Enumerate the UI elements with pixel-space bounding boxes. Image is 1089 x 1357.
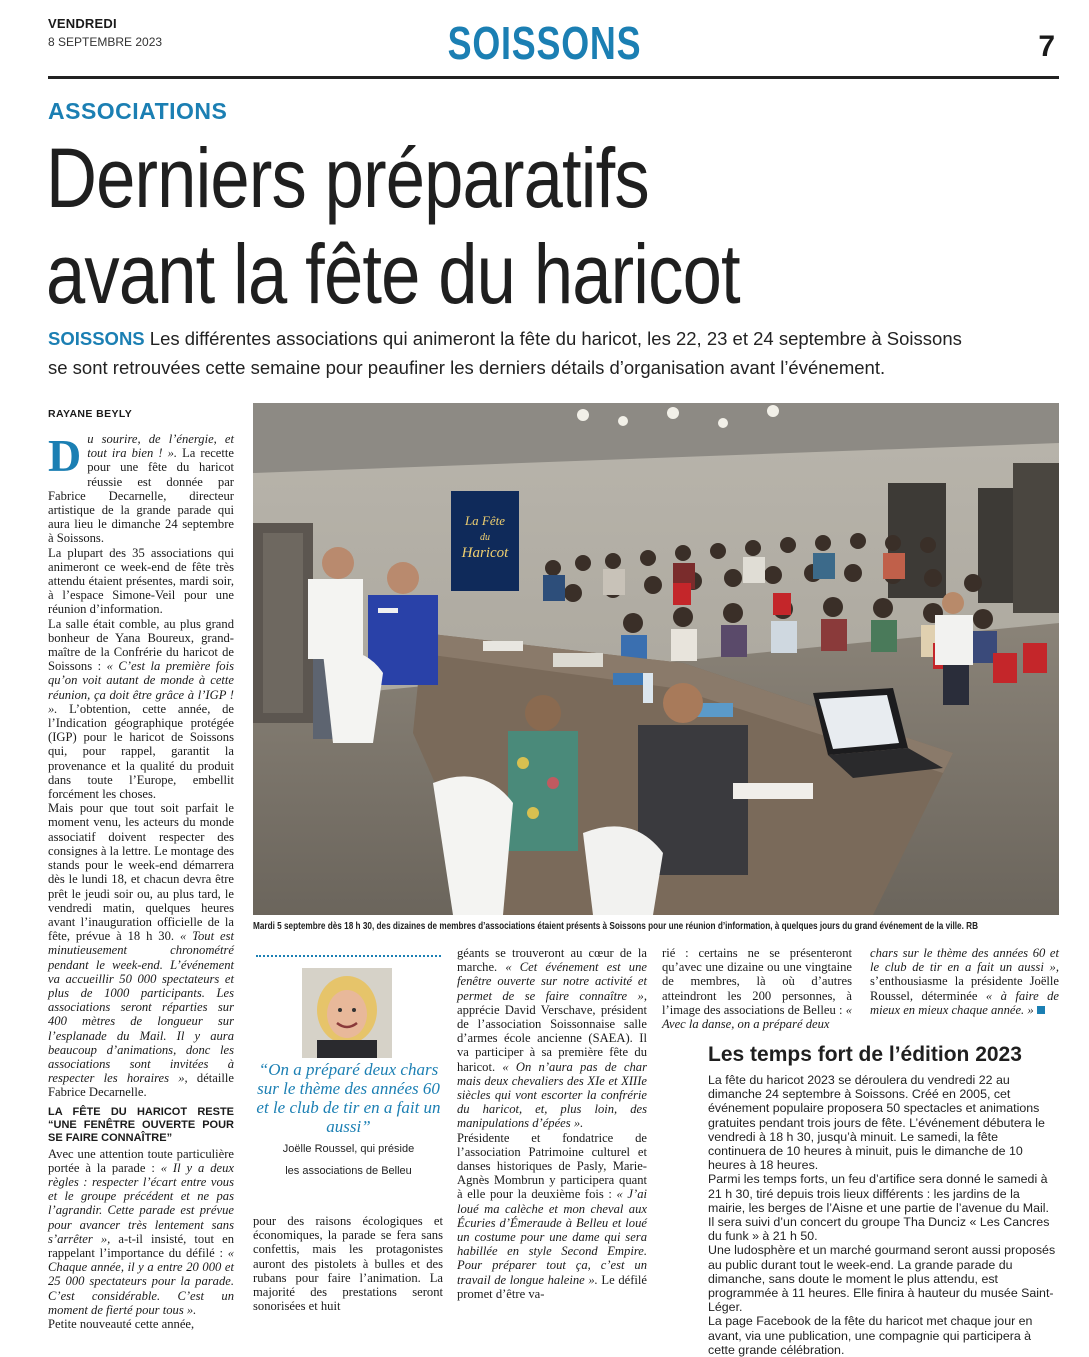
article-column-3 [457,946,647,1316]
lead-paragraph [48,324,968,382]
page-number: 7 [1038,30,1055,63]
col5-quote: chars sur le thème des années 60 et le club de tir en a fait un aussi », [870,946,1059,975]
sidebar-box-p2: Parmi les temps forts, un feu d’artifice sera donné le samedi à 21 h 30, tiré depuis trois lieux différents : les jardins de la mairie, les berges de l’Aisne et une partie de l’avenue du Mail. Il sera suivi d’un concert du groupe Tha Dunciz « Les Cancres du funk » à 21 h 50. [708,1172,1050,1244]
kicker: ASSOCIATIONS [48,98,228,124]
col1-p5-a: Avec une attention toute particulière portée à la parade : [48,1146,234,1175]
col1-p3-b: L’obtention, cette année, de l’Indication géographique protégée (IGP) pour le haricot de Soissons qui, pour rappel, garantit la provenance et la qualité du produit dans toute l’Europe, embellit forcément les choses. [48,701,234,802]
article-column-1 [48,430,234,1331]
col1-p2: La plupart des 35 associations qui animeront ce week-end de fête très attendu étaient présentes, mardi soir, à l’espace Simone-Veil pour une réunion d’information. [48,545,234,617]
col1-p5-quote2: « Chaque année, il y a entre 20 000 et 25 000 spectateurs pour la parade. C’est considérable. C’est un moment de fierté pour tous ». [48,1245,234,1317]
pull-quote-author-line-1: Joëlle Roussel, qui préside [282,1143,415,1155]
col1-p1-rest: La recette pour une fête du haricot réussie est donnée par Fabrice Decarnelle, directeur artistique de la grande parade qui aura lieu le dimanche 24 septembre à Soissons. [48,446,234,546]
col1-p4-a: Mais pour que tout soit parfait le moment venu, les acteurs du monde associatif doivent respecter des consignes à la lettre. Le montage des stands pour le week-end démarrera dès le lundi 18, et chacun devra être prêt le jeudi soir ou, au plus tard, le vendredi matin, quelques heures avant l’inauguration officielle de la fête, prévue à 18 h 30. [48,801,234,944]
quote-divider [256,955,441,957]
sidebar-box-title: Les temps fort de l’édition 2023 [708,1043,1022,1066]
col3-quote: « Cet événement est une fenêtre ouverte sur notre activité et permet de se faire connaître », [457,960,647,1003]
header-day: VENDREDI [48,16,117,31]
poster-line-1: La Fête [464,513,506,528]
end-square-icon [1037,1006,1045,1014]
sidebar-box-p3: Une ludosphère et un marché gourmand seront aussi proposés au public durant tout le week-end. La grande parade du dimanche, sans doute le moment le plus attendu, est programmée à 11 heures. Elle finira à hauteur du musée Saint-Léger. [708,1243,1056,1315]
sidebar-box-p4: La page Facebook de la fête du haricot met chaque jour en avant, via une publication, une compagnie qui participera à cette grande célébration. [708,1314,1033,1357]
col1-p4-quote: « Tout est minutieusement chronométré pendant le week-end. L’événement va accueillir 50 000 spectateurs et plus de 1000 participants. Les associations seront réparties sur 400 mètres de longueur sur l’esplanade du Mail. Il y aura beaucoup d’animations, donc les associations sont invitées à respecter les horaires », [48,929,234,1086]
pull-quote-author-line-2: les associations de Belleu [285,1165,412,1177]
headline-line-1: Derniers préparatifs [46,131,649,225]
section-title: SOISSONS [447,17,642,69]
lead-text: Les différentes associations qui animeront la fête du haricot, les 22, 23 et 24 septembre à Soissons se sont retrouvées cette semaine pour peaufiner les derniers détails d’organisation avant l’événement. [48,328,962,378]
col4-quote: « Avec la danse, on a préparé deux [662,1002,852,1032]
meeting-photo [253,403,1059,915]
col3-quote2: « On n’aura pas de char mais deux chevaliers des XIe et XIIIe siècles qui vont escorter la confrérie du haricot, et, plus loin, des manipulations d’épées ». [457,1059,647,1131]
col2-text: pour des raisons écologiques et économiques, la parade se fera sans confettis, mais les protagonistes auront des pistolets à bulles et des rubans pour faire l’animation. La majorité des prestations seront sonorisées et huit [253,1214,443,1314]
lead-location: SOISSONS [48,328,145,349]
col1-p1-italic: u sourire, de l’énergie, et tout ira bien ! ». [87,432,234,461]
col1-p5-quote: « Il y a deux règles : respecter l’écart entre vous et le groupe précédent et ne pas l’agrandir. Cette parade est prévue pour avancer très lentement sans s’arrêter », [48,1160,234,1246]
portrait-illustration [302,968,392,1058]
col1-p3-a: La salle était comble, au plus grand bonheur de Yana Boureux, grand-maître de la Confrérie du haricot de Soissons : [48,616,234,674]
dropcap: D [48,430,82,481]
joelle-roussel-portrait [302,968,392,1058]
article-column-5 [870,946,1059,1036]
pull-quote-text: “On a préparé deux chars sur le thème des années 60 et le club de tir en a fait un aussi” [256,1060,441,1136]
photo-caption: Mardi 5 septembre dès 18 h 30, des dizaines de membres d’associations étaient présents à Soissons pour une réunion d’information, à quelques jours du grand événement de la ville. RB [253,921,978,932]
col3-a: géants se trouveront au cœur de la marche. [457,946,647,975]
col1-p3-quote: « C’est la première fois qu’on voit autant de monde à cette réunion, ça doit être grâce à l’IGP ! ». [48,659,234,716]
col5-b: s’enthousiasme la présidente Joëlle Roussel, déterminée [870,974,1059,1003]
col4-text: rié : certains ne se présenteront qu’avec une dizaine ou une vingtaine de membres, là où d’autres atteindront les 200 personnes, à l’image des associations de Belleu : [662,946,852,1017]
col5-quote2: « à faire de mieux en mieux chaque année. » [870,988,1059,1017]
headline [46,130,1046,322]
headline-line-2: avant la fête du haricot [46,227,740,321]
sidebar-box-p1: La fête du haricot 2023 se déroulera du vendredi 22 au dimanche 24 septembre à Soissons. Créé en 2005, cet événement populaire proposera 50 spectacles et animations gratuites pendant trois jours de fête. L’événement débutera le vendredi à 18 h 30, jusqu’à minuit. Le samedi, la fête continuera de 10 heures à minuit, puis le dimanche de 10 heures à 18 heures. [708,1073,1045,1173]
header-date: 8 SEPTEMBRE 2023 [48,35,163,49]
article-column-2 [253,1214,443,1314]
header-rule [48,76,1059,79]
poster-line-2: du [480,532,490,543]
article-column-4 [662,946,852,1036]
col1-p4-b: détaille Fabrice Decarnelle. [48,1071,234,1100]
col1-p5-b: a-t-il insisté, tout en rappelant l’importance du défilé : [48,1231,234,1260]
col3-quote3: « J’ai loué ma calèche et mon cheval aux Écuries d’Émeraude à Belleu et loué un costume pour une dame qui sera habillée en style Second Empire. Pour préparer tout ça, c’est un travail de longue haleine ». [457,1187,647,1287]
subhead: LA FÊTE DU HARICOT RESTE “UNE FENÊTRE OUVERTE POUR SE FAIRE CONNAÎTRE” [48,1105,234,1144]
poster-line-3: Haricot [461,545,509,561]
col3-b: apprécie David Verschave, président de l’association Soissonnaise salle d’armes école ancienne (SAEA). Il va participer à sa première fête du haricot. [457,1002,647,1074]
byline: RAYANE BEYLY [48,408,133,420]
sidebar-box-text [708,1073,1058,1357]
col3-c: Présidente et fondatrice de l’association Patrimoine culturel et danses historiques de Pasly, Marie-Agnès Mombrun y participera quant à elle pour la deuxième fois : [457,1130,647,1202]
col1-p6: Petite nouveauté cette année, [48,1316,195,1331]
pull-quote-author [256,1138,441,1182]
col3-d: Le défilé promet d’être va- [457,1272,647,1301]
meeting-photo-illustration [253,403,1059,915]
